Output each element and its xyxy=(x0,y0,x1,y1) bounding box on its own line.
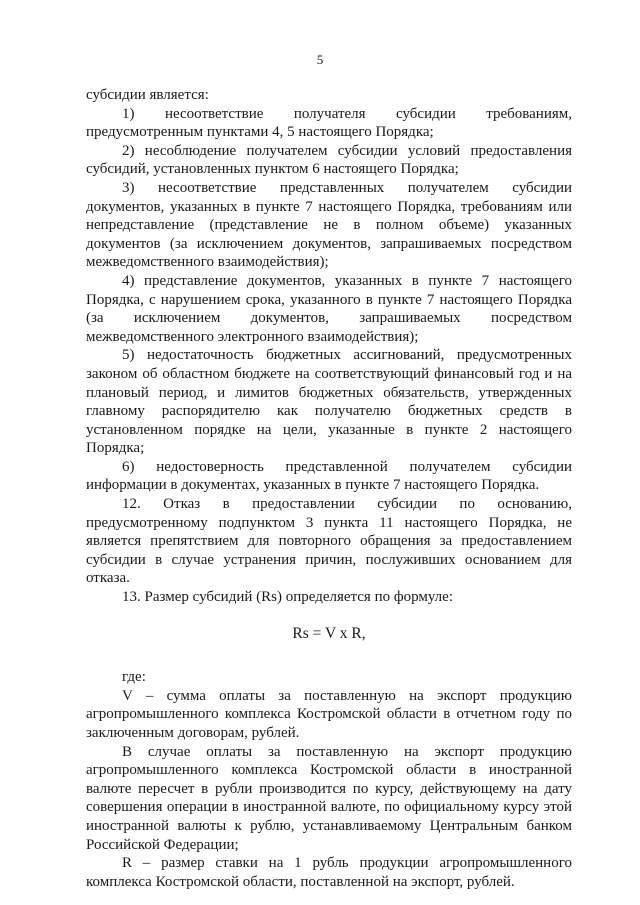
formula: Rs = V x R, xyxy=(292,624,366,642)
paragraph-currency-note: В случае оплаты за поставленную на экспорт продукцию агропромышленного комплекса Костромской области в иностранной валюте пересчет в рубли производится по курсу, действующему на дату совершения операции в иностранной валюте, по официальному курсу этой иностранной валюты к рублю, устанавливаемому Центральным банком Российской Федерации; xyxy=(86,743,572,853)
paragraph-item-1: 1) несоответствие получателя субсидии требованиям, предусмотренным пунктами 4, 5 настоящего Порядка; xyxy=(86,105,572,141)
paragraph-where: где: xyxy=(122,669,146,686)
paragraph-item-2: 2) несоблюдение получателем субсидии условий предоставления субсидий, установленных пунктом 6 настоящего Порядка; xyxy=(86,142,572,178)
paragraph-section-13: 13. Размер субсидий (Rs) определяется по формуле: xyxy=(122,589,453,606)
paragraph-section-12: 12. Отказ в предоставлении субсидии по основанию, предусмотренному подпунктом 3 пункта 11 настоящего Порядка, не является препятствием для повторного обращения за предоставлением субсидии в случае устранения причин, послуживших основанием для отказа. xyxy=(86,496,572,587)
document-body xyxy=(86,86,572,891)
page-number: 5 xyxy=(316,52,324,67)
paragraph-item-4: 4) представление документов, указанных в пункте 7 настоящего Порядка, с нарушением срока, указанного в пункте 7 настоящего Порядка (за исключением документов, запрашиваемых посредством межведомственного электронного взаимодействия); xyxy=(86,272,572,345)
paragraph-item-6: 6) недостоверность представленной получателем субсидии информации в документах, указанных в пункте 7 настоящего Порядка. xyxy=(86,458,572,494)
paragraph-definition-v: V – сумма оплаты за поставленную на экспорт продукцию агропромышленного комплекса Костромской области в отчетном году по заключенным договорам, рублей. xyxy=(86,687,572,741)
paragraph-definition-r: R – размер ставки на 1 рубль продукции агропромышленного комплекса Костромской области, поставленной на экспорт, рублей. xyxy=(86,855,572,890)
paragraph-item-3: 3) несоответствие представленных получателем субсидии документов, указанных в пункте 7 настоящего Порядка, требованиям или непредставление (представление не в полном объеме) указанных документов (за исключением документов, запрашиваемых посредством межведомственного взаимодействия); xyxy=(86,179,572,271)
paragraph-item-5: 5) недостаточность бюджетных ассигнований, предусмотренных законом об областном бюджете на соответствующий финансовый год и на плановый период, и лимитов бюджетных обязательств, утвержденных главному распорядителю как получателю бюджетных средств в установленном порядке на цели, указанные в пункте 2 настоящего Порядка; xyxy=(86,347,572,457)
paragraph-intro: субсидии является: xyxy=(86,87,209,103)
